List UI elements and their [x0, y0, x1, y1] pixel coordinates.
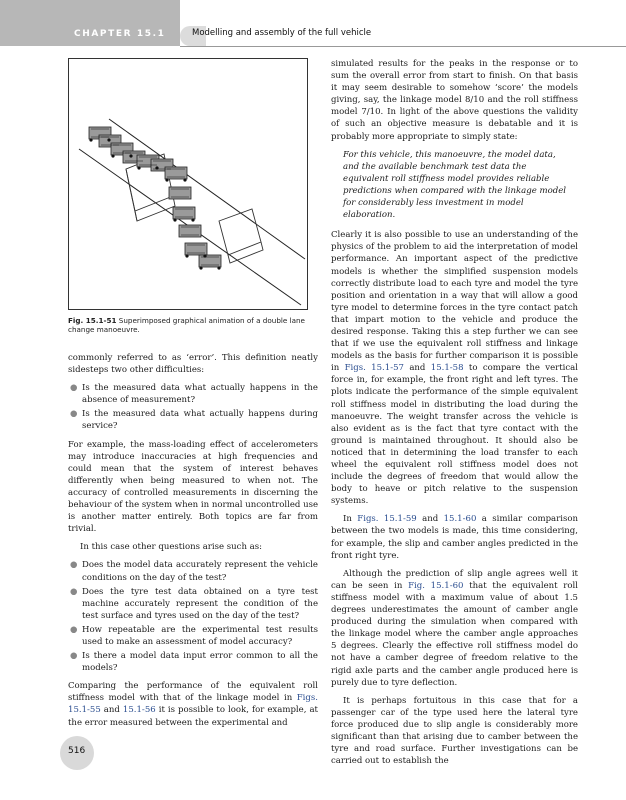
figure-link[interactable]: 15.1-56 [122, 705, 156, 716]
left-paragraph-4: Comparing the performance of the equivalent roll stiffness model with that of the linkage model in Figs. 15.1-55 and 15.1-56 it is possible to look, for example, at the error measured between the experimental and [68, 681, 318, 728]
list-item: ● Is there a model data input error common to all the models? [70, 651, 318, 674]
figure-link[interactable]: 15.1-60 [443, 514, 477, 525]
header-band [0, 0, 180, 46]
figure-caption [68, 316, 318, 334]
figure-caption-text: Superimposed graphical animation of a double lane change manoeuvre. [68, 316, 305, 334]
list-item: ● How repeatable are the experimental test results used to make an assessment of model accuracy? [70, 624, 318, 647]
left-paragraph-1: commonly referred to as ‘error’. This definition neatly sidesteps two other difficulties: [68, 353, 318, 376]
right-paragraph-4: Although the prediction of slip angle agrees well it can be seen in Fig. 15.1-60 that the equivalent roll stiffness model with a maximum value of about 1.5 degrees underestimates the amount of camber angle produced during the simulation when compared with the linkage model where the camber angle approaches 5 degrees. Clearly the effective roll stiffness model do not have a camber degree of freedom relative to the rigid axle parts and the camber angle produced here is purely due to tyre deflection. [331, 568, 578, 688]
right-paragraph-3: In Figs. 15.1-59 and 15.1-60 a similar comparison between the two models is made, this time considering, for example, the slip and camber angles predicted in the front right tyre. [331, 514, 579, 561]
left-paragraph-2: For example, the mass-loading effect of accelerometers may introduce inaccuracies at high frequencies and could mean that the system of interest behaves differently when being measured to when not. The accuracy of controlled measurements in discerning the behaviour of the system when in normal uncontrolled use is another matter entirely. Both topics are far from trivial. [68, 439, 319, 535]
list-item: ● Is the measured data what actually happens in the absence of measurement? [70, 383, 318, 406]
bullet-list-2 [68, 559, 318, 674]
figure-label: Fig. 15.1-51 [68, 316, 117, 325]
figure-link[interactable]: 15.1-58 [430, 363, 464, 374]
header-rule [180, 46, 626, 47]
chapter-label: CHAPTER 15.1 [74, 29, 166, 39]
right-paragraph-5: It is perhaps fortuitous in this case that for a passenger car of the type used here the lateral tyre force produced due to slip angle is considerably more significant than that arising due to camber between the tyre and road surface. Further investigations can be carried out to establish the [331, 695, 578, 767]
right-paragraph-1: simulated results for the peaks in the response or to sum the overall error from start to finish. On that basis it may seem desirable to somehow ‘score’ the models giving, say, the linkage model 8/10 and the roll stiffness model 7/10. In light of the above questions the validity of such an objective measure is debatable and it is probably more appropriate to simply state: [331, 59, 578, 142]
figure-link[interactable]: Figs. 15.1-59 [357, 514, 417, 525]
bullet-list-1 [68, 382, 318, 432]
right-column [331, 58, 578, 773]
left-paragraph-3: In this case other questions arise such as: [80, 542, 263, 553]
figure-animation [68, 58, 308, 310]
figure-link[interactable]: Fig. 15.1-60 [408, 580, 464, 591]
page-number: 516 [68, 746, 86, 756]
running-title: Modelling and assembly of the full vehicle [192, 28, 372, 38]
list-item: ● Does the tyre test data obtained on a tyre test machine accurately represent the condition of the test surface and tyres used on the day of the test? [70, 586, 318, 621]
block-quote: For this vehicle, this manoeuvre, the model data, and the available benchmark test data the equivalent roll stiffness model provides reliable predictions when compared with the linkage model for considerably less investment in model elaboration. [343, 149, 566, 221]
figure-link[interactable]: Figs. 15.1-57 [344, 363, 404, 374]
left-column [68, 352, 318, 735]
double-lane-change-illustration [69, 59, 307, 309]
list-item: ● Is the measured data what actually happens during service? [70, 409, 318, 432]
right-paragraph-2: Clearly it is also possible to use an understanding of the physics of the problem to aid the interpretation of model performance. An important aspect of the predictive models is whether the simplified suspension models correctly distribute load to each tyre and model the tyre position and orientation in a way that will allow a good tyre model to determine forces in the tyre contact patch that impart motion to the vehicle and produce the desired response. Taking this a step further we can see that if we use the equivalent roll stiffness and linkage models as the basis for further comparison it is possible in Figs. 15.1-57 and 15.1-58 to compare the vertical force in, for example, the front right and left tyres. The plots indicate the performance of the simple equivalent roll stiffness model in distributing the load during the manoeuvre. The weight transfer across the vehicle is also evident as is the fact that tyre contact with the ground is maintained throughout. It should also be noticed that in determining the load transfer to each wheel the equivalent roll stiffness model does not include the degrees of freedom that would allow the body to heave or pitch relative to the suspension systems. [331, 230, 579, 507]
figure-link[interactable]: Figs. 15.1-55 [68, 693, 318, 716]
list-item: ● Does the model data accurately represent the vehicle conditions on the day of the test? [70, 560, 318, 583]
